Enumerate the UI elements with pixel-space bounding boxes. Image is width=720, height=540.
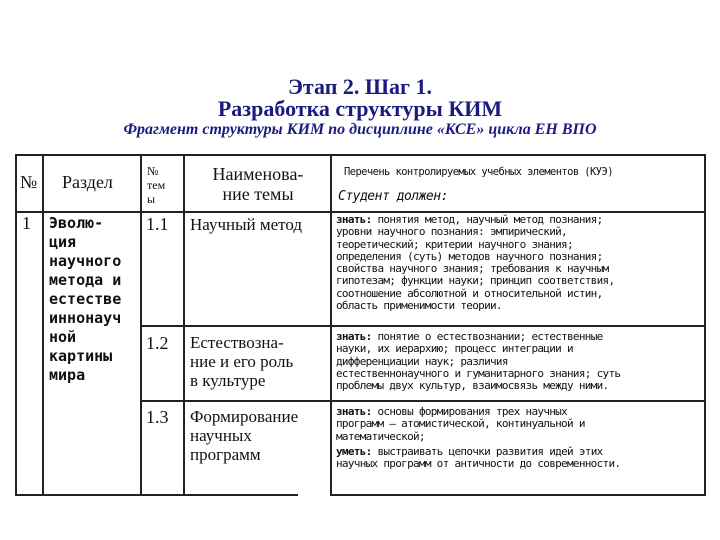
row-divider-1 <box>140 325 705 327</box>
row-divider-2 <box>140 400 705 402</box>
col-divider-section <box>140 154 142 496</box>
header-student-must: Студент должен: <box>338 189 448 204</box>
subtitle: Фрагмент структуры КИМ по дисциплине «КСЕ» цикла ЕН ВПО <box>123 121 597 138</box>
col-divider-no <box>42 154 44 496</box>
col-divider-topic-no <box>183 154 185 496</box>
learning-elements: знать: понятие о естествознании; естественные науки, их иерархию; процесс интеграции и дифференциации наук; различия естественнонаучного и гуманитарного знания; суть проблемы двух культур, взаимосвязь между ними. <box>336 330 621 393</box>
topic-number: 1.2 <box>146 333 169 353</box>
section-name: Эволю- ция научного метода и естестве иннонауч ной картины мира <box>49 214 122 384</box>
heading-line-1: Этап 2. Шаг 1. <box>287 74 433 99</box>
header-kue: Перечень контролируемых учебных элементов (КУЭ) <box>344 166 613 178</box>
header-section: Раздел <box>62 172 113 192</box>
topic-name: Формирование научных программ <box>190 407 299 464</box>
topic-name: Научный метод <box>190 215 303 234</box>
learning-elements: знать: понятия метод, научный метод познания; уровни научного познания: эмпирический, теоретический; критерии научного знания; определения (суть) методов научного познания; свойства научного знания; требования к научным гипотезам; функции науки; принцип соответствия, соотношение абсолютной и относительной истин, область применимости теории. <box>336 213 615 313</box>
header-topic-no: № тем ы <box>147 164 166 206</box>
table-top-border <box>15 154 705 156</box>
header-no: № <box>20 172 38 192</box>
col-right-border <box>704 154 706 496</box>
section-number: 1 <box>22 213 31 233</box>
col-left-border <box>15 154 17 496</box>
col-divider-topic <box>330 154 332 496</box>
table-bottom-border-right <box>330 494 705 496</box>
heading-line-2: Разработка структуры КИМ <box>217 96 503 121</box>
learning-elements: знать: основы формирования трех научных программ – атомистической, континуальной и математической; уметь: выстраивать цепочки развития идей этих научных программ от античности до современности. <box>336 405 621 471</box>
table-bottom-border-left <box>15 494 298 496</box>
header-topic-name: Наименова- ние темы <box>212 164 304 204</box>
topic-name: Естествозна- ние и его роль в культуре <box>190 333 294 390</box>
topic-number: 1.1 <box>146 214 169 234</box>
topic-number: 1.3 <box>146 407 169 427</box>
